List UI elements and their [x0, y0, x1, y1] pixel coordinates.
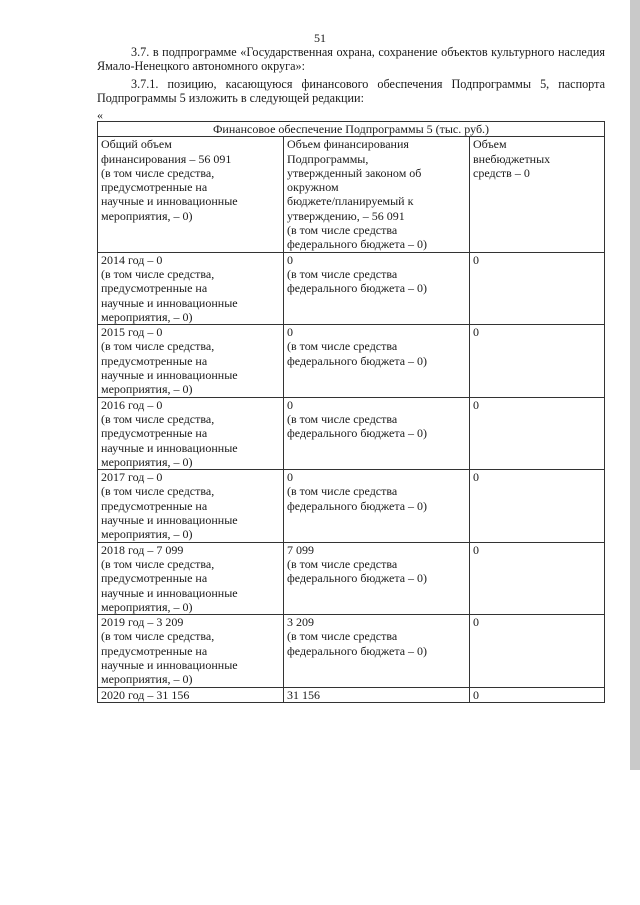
table-body: [98, 137, 605, 703]
cell-line: 2018 год – 7 099: [101, 542, 184, 557]
extrabudgetary-cell: [470, 542, 605, 614]
cell-line: 31 156: [287, 687, 320, 702]
budget-cell: [284, 687, 470, 702]
table-row: [98, 615, 605, 687]
table-row: [98, 470, 605, 542]
cell-line: внебюджетных: [473, 151, 551, 166]
cell-line: предусмотренные на: [101, 180, 208, 195]
cell-line: федерального бюджета – 0): [287, 571, 428, 586]
cell-line: федерального бюджета – 0): [287, 281, 428, 296]
cell-line: федерального бюджета – 0): [287, 498, 428, 513]
cell-line: средств – 0: [473, 165, 530, 180]
cell-line: мероприятия, – 0): [101, 672, 193, 687]
extrabudgetary-cell: [470, 687, 605, 702]
budget-cell: [284, 325, 470, 397]
cell-line: 0: [473, 397, 479, 412]
cell-line: 3 209: [287, 615, 314, 630]
total-cell: [98, 687, 284, 702]
cell-line: (в том числе средства,: [101, 165, 215, 180]
cell-line: мероприятия, – 0): [101, 208, 193, 223]
cell-line: научные и инновационные: [101, 368, 238, 383]
budget-financing-header: [284, 137, 470, 252]
opening-quote: «: [97, 108, 103, 122]
page-number: 51: [314, 31, 326, 45]
cell-line: 0: [287, 325, 293, 340]
cell-line: 0: [473, 687, 479, 702]
cell-line: бюджете/планируемый к: [287, 194, 414, 209]
paragraph-3-7-1: 3.7.1. позицию, касающуюся финансового обеспечения Подпрограммы 5, паспорта Подпрограммы 5 изложить в следующей редакции:: [97, 77, 605, 105]
cell-line: Подпрограммы,: [287, 151, 369, 166]
total-cell: [98, 325, 284, 397]
column-header-row: [98, 137, 605, 252]
budget-cell: [284, 252, 470, 324]
table-row: [98, 542, 605, 614]
cell-line: федерального бюджета – 0): [287, 353, 428, 368]
cell-line: предусмотренные на: [101, 281, 208, 296]
cell-line: (в том числе средства,: [101, 484, 215, 499]
total-cell: [98, 615, 284, 687]
cell-line: 2014 год – 0: [101, 252, 163, 267]
cell-line: 0: [473, 325, 479, 340]
extrabudgetary-cell: [470, 397, 605, 469]
cell-line: 2019 год – 3 209: [101, 615, 184, 630]
cell-line: (в том числе средства: [287, 339, 398, 354]
cell-line: 0: [287, 470, 293, 485]
paragraph-3-7: 3.7. в подпрограмме «Государственная охрана, сохранение объектов культурного наследия Ямало-Ненецкого автономного округа»:: [97, 45, 605, 73]
cell-line: федерального бюджета – 0): [287, 643, 428, 658]
table-row: [98, 325, 605, 397]
cell-line: 0: [473, 470, 479, 485]
extrabudgetary-cell: [470, 615, 605, 687]
table-row: [98, 687, 605, 702]
extrabudgetary-cell: [470, 470, 605, 542]
cell-line: Общий объем: [101, 137, 172, 152]
cell-line: (в том числе средства: [287, 629, 398, 644]
cell-line: 0: [473, 252, 479, 267]
cell-line: утверждению, – 56 091: [287, 208, 405, 223]
total-financing-header: [98, 137, 284, 252]
cell-line: федерального бюджета – 0): [287, 426, 428, 441]
cell-line: мероприятия, – 0): [101, 382, 193, 397]
cell-line: научные и инновационные: [101, 440, 238, 455]
budget-cell: [284, 470, 470, 542]
cell-line: финансирования – 56 091: [101, 151, 232, 166]
total-cell: [98, 252, 284, 324]
table-title: Финансовое обеспечение Подпрограммы 5 (тыс. руб.): [98, 122, 605, 137]
cell-line: окружном: [287, 180, 339, 195]
cell-line: федерального бюджета – 0): [287, 237, 428, 252]
cell-line: 7 099: [287, 542, 314, 557]
cell-line: (в том числе средства: [287, 556, 398, 571]
extrabudgetary-cell: [470, 325, 605, 397]
cell-line: 2015 год – 0: [101, 325, 163, 340]
cell-line: научные и инновационные: [101, 585, 238, 600]
cell-line: предусмотренные на: [101, 353, 208, 368]
cell-line: 0: [473, 542, 479, 557]
cell-line: утвержденный законом об: [287, 165, 422, 180]
cell-line: (в том числе средства,: [101, 629, 215, 644]
cell-line: (в том числе средства,: [101, 411, 215, 426]
cell-line: Объем финансирования: [287, 137, 409, 152]
cell-line: научные и инновационные: [101, 513, 238, 528]
cell-line: Объем: [473, 137, 507, 152]
cell-line: научные и инновационные: [101, 657, 238, 672]
budget-cell: [284, 615, 470, 687]
cell-line: предусмотренные на: [101, 498, 208, 513]
cell-line: 0: [287, 252, 293, 267]
cell-line: (в том числе средства: [287, 266, 398, 281]
financing-table: [97, 121, 605, 703]
cell-line: 0: [473, 615, 479, 630]
cell-line: научные и инновационные: [101, 194, 238, 209]
extrabudgetary-header: [470, 137, 605, 252]
total-cell: [98, 470, 284, 542]
budget-cell: [284, 542, 470, 614]
cell-line: 2016 год – 0: [101, 397, 163, 412]
cell-line: мероприятия, – 0): [101, 309, 193, 324]
extrabudgetary-cell: [470, 252, 605, 324]
cell-line: предусмотренные на: [101, 426, 208, 441]
cell-line: предусмотренные на: [101, 571, 208, 586]
cell-line: мероприятия, – 0): [101, 527, 193, 542]
cell-line: мероприятия, – 0): [101, 599, 193, 614]
cell-line: (в том числе средства: [287, 484, 398, 499]
cell-line: (в том числе средства,: [101, 266, 215, 281]
cell-line: предусмотренные на: [101, 643, 208, 658]
cell-line: (в том числе средства: [287, 223, 398, 238]
cell-line: мероприятия, – 0): [101, 454, 193, 469]
cell-line: 2017 год – 0: [101, 470, 163, 485]
blank-area: [0, 770, 640, 905]
total-cell: [98, 542, 284, 614]
total-cell: [98, 397, 284, 469]
cell-line: 0: [287, 397, 293, 412]
budget-cell: [284, 397, 470, 469]
cell-line: (в том числе средства,: [101, 339, 215, 354]
cell-line: научные и инновационные: [101, 295, 238, 310]
cell-line: 2020 год – 31 156: [101, 687, 190, 702]
cell-line: (в том числе средства: [287, 411, 398, 426]
cell-line: (в том числе средства,: [101, 556, 215, 571]
table-row: [98, 397, 605, 469]
table-row: [98, 252, 605, 324]
